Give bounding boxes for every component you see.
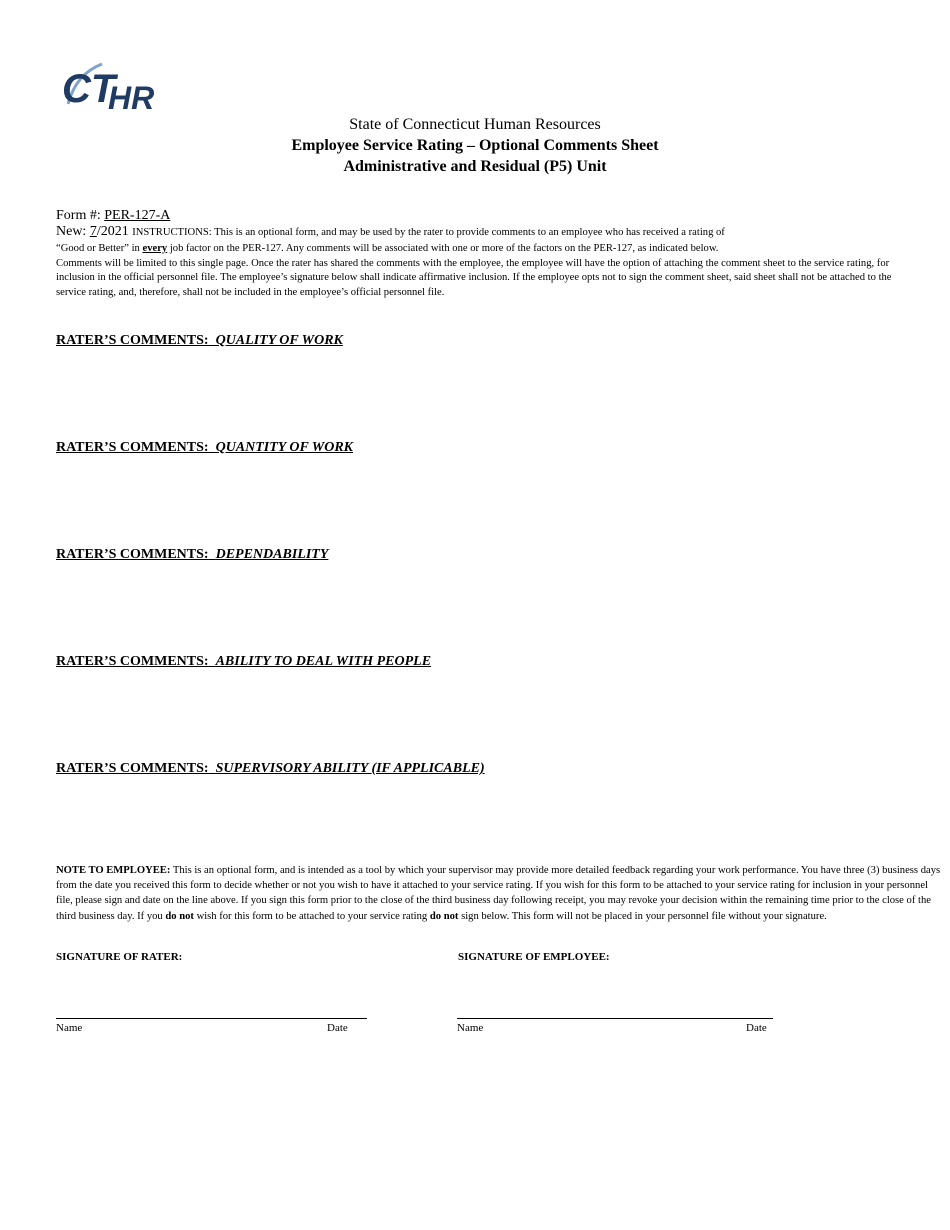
section-factor: SUPERVISORY ABILITY (IF APPLICABLE) [215,761,485,776]
note-to-employee [56,863,946,924]
section-prefix: RATER’S COMMENTS: [56,654,209,669]
logo-hr-text: HR [108,80,155,116]
section-factor: QUANTITY OF WORK [215,440,354,455]
employee-signature-label: SIGNATURE OF EMPLOYEE: [458,951,610,963]
section-quality-of-work [56,333,343,349]
section-prefix: RATER’S COMMENTS: [56,547,209,562]
section-factor: QUALITY OF WORK [215,333,343,348]
note-bold-2: do not [429,910,459,922]
cthr-logo [62,54,172,116]
note-text-3: sign below. This form will not be placed in your personnel file without your signature. [458,910,827,922]
employee-date-caption: Date [746,1022,767,1034]
form-number: PER-127-A [104,208,171,223]
new-month: 7 [89,224,97,239]
org-name: State of Connecticut Human Resources [349,116,601,133]
document-header [0,114,950,177]
instructions-body [56,242,896,300]
section-supervisory-ability [56,761,485,777]
rater-signature-label: SIGNATURE OF RATER: [56,951,183,963]
section-prefix: RATER’S COMMENTS: [56,761,209,776]
form-new-row [56,224,916,241]
section-factor: DEPENDABILITY [215,547,329,562]
employee-name-caption: Name [457,1022,484,1034]
section-prefix: RATER’S COMMENTS: [56,440,209,455]
rater-signature-line[interactable] [56,1018,367,1019]
note-text-2: wish for this form to be attached to your service rating [193,910,430,922]
logo-ct-text: CT [62,67,116,111]
new-label: New: [56,224,87,239]
form-number-label: Form #: [56,208,101,223]
note-bold-1: do not [165,910,194,922]
instructions-line2b: job factor on the PER-127. Any comments will be associated with one or more of the factors on the PER-127, as indicated below. [167,243,719,254]
form-title: Employee Service Rating – Optional Comments Sheet [291,137,659,154]
instructions-line2a: “Good or Better” in [56,243,143,254]
section-ability-to-deal-with-people [56,654,431,670]
instructions-emphasis: every [142,243,168,254]
rater-name-caption: Name [56,1022,83,1034]
instructions-rest: Comments will be limited to this single page. Once the rater has shared the comments with the employee, the employee will have the option of attaching the comment sheet to the service rating, for inclusion in the official personnel file. The employee’s signature below shall indicate affirmative inclusion. If the employee opts not to sign the comment sheet, said sheet shall not be attached to the service rating, and, therefore, shall not be included in the employee’s official personnel file. [56,257,892,298]
note-text-1: This is an optional form, and is intended as a tool by which your supervisor may provide more detailed feedback regarding your work performance. You have three (3) business days from the date you received this form to decide whether or not you wish to have it attached to your service rating. If you wish for this form to be attached to your service rating for inclusion in your personnel file, please sign and date on the line above. If you sign this form prior to the close of the third business day following receipt, you may revoke your decision within the remaining time prior to the close of the third business day. If you [56,865,941,922]
section-quantity-of-work [56,440,353,456]
new-year: /2021 [96,224,129,239]
form-meta [56,208,916,241]
unit-title: Administrative and Residual (P5) Unit [343,158,607,175]
section-prefix: RATER’S COMMENTS: [56,333,209,348]
instructions-line1: INSTRUCTIONS: This is an optional form, and may be used by the rater to provide comments to an employee who has received a rating of [132,227,725,238]
section-factor: ABILITY TO DEAL WITH PEOPLE [215,654,432,669]
employee-signature-line[interactable] [457,1018,773,1019]
form-number-row [56,208,916,224]
rater-date-caption: Date [327,1022,348,1034]
section-dependability [56,547,328,563]
note-label: NOTE TO EMPLOYEE: [56,865,171,876]
